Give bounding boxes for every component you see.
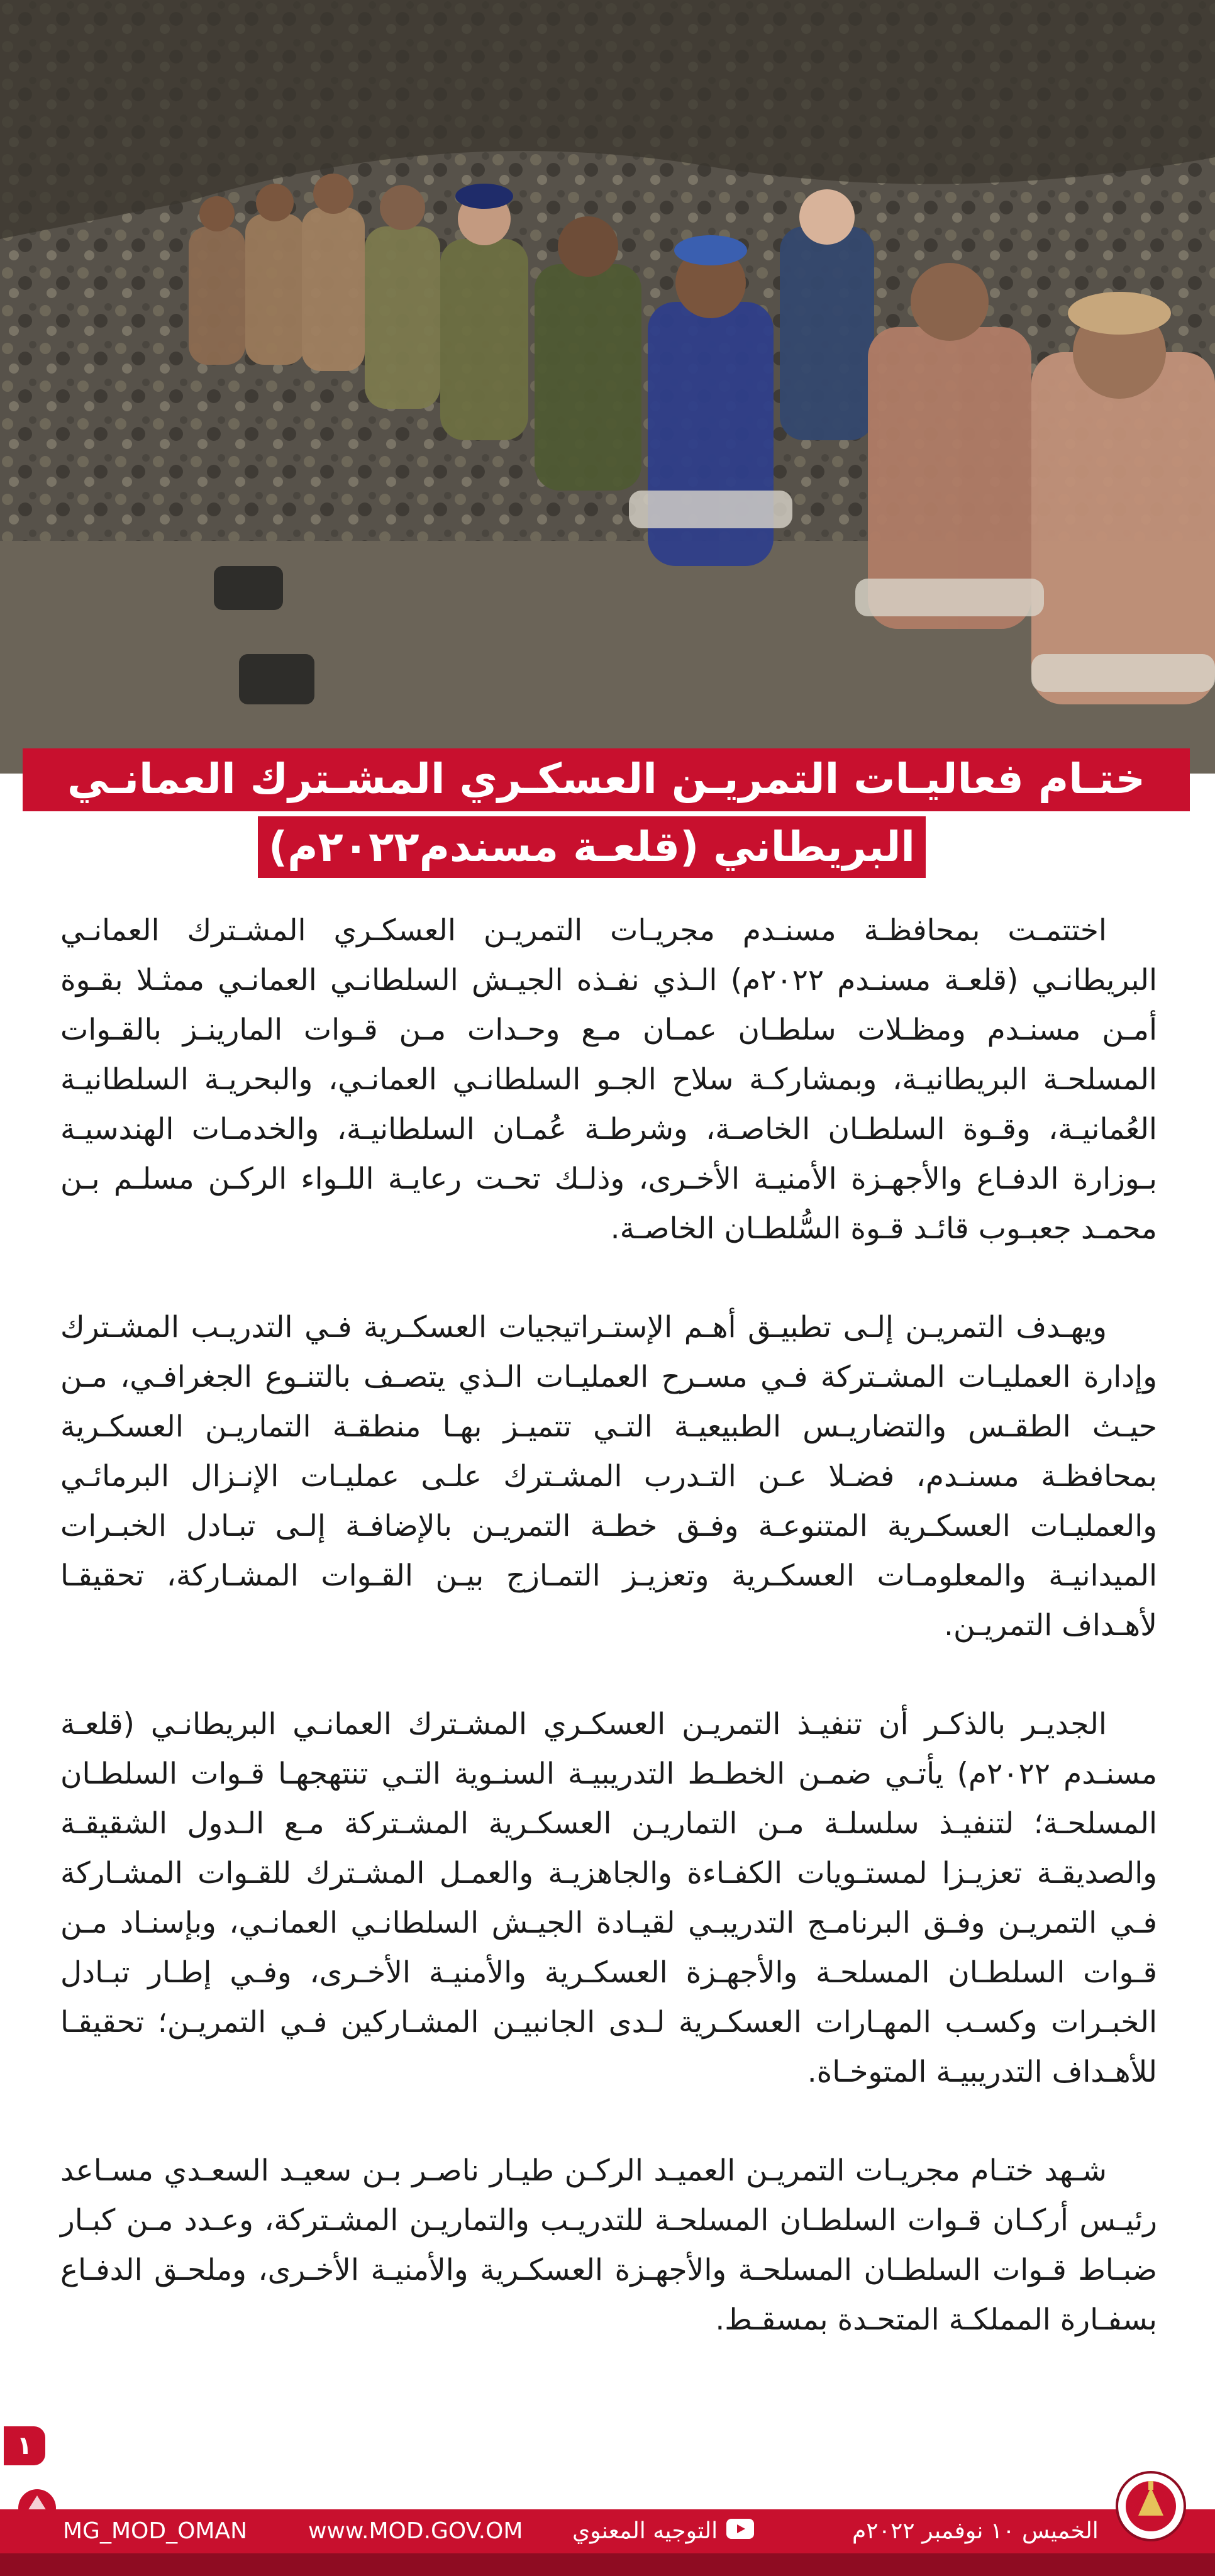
channel-text: التوجيه المعنوي	[572, 2518, 718, 2544]
article-paragraph-3: الجديـر بالذكـر أن تنفيـذ التمريـن العسكـري المشـترك العمانـي البريطانـي (قلعـة مسنـدم ٢٠٢٢م) يأتـي ضمـن الخطـط التدريبيـة السنـوية التـي تنتهجهـا قـوات السلطـان المسلحـة؛ لتنفيـذ سلسلـة مـن التماريـن العسكـرية المشـتركة مـع الـدول الشقيقـة والصديقـة تعزيـزا لمستـويات الكفـاءة والجاهزيـة والعمـل المشـترك للقـوات المشـاركة فـي التمريـن وفـق البرنامـج التدريبـي لقيـادة الجيـش السلطانـي العمانـي، وبإسنـاد مـن قـوات السلطـان المسلحـة والأجهـزة العسكـرية والأمنيـة الأخـرى، وفـي إطـار تبـادل الخبـرات وكسـب المهـارات العسكـرية لـدى الجانبيـن المشـاركين فـي التمريـن؛ تحقيقـا للأهـداف التدريبيـة المتوخـاة.	[60, 1707, 1158, 2089]
social-handle-text: MG_MOD_OMAN	[63, 2518, 248, 2544]
article-paragraph-2: ويهـدف التمريـن إلـى تطبيـق أهـم الإستـراتيجيات العسكـرية فـي التدريـب المشـترك وإدارة العمليـات المشـتركة فـي مسـرح العمليـات الـذي يتصـف بالتنـوع الجغرافـي، مـن حيـث الطقـس والتضاريـس الطبيعيـة التـي تتميـز بهـا منطقـة التماريـن العسكـرية بمحافظـة مسنـدم، فضـلا عـن التـدرب المشـترك علـى عمليـات الإنـزال البرمائـي والعمليـات العسكـرية المتنوعـة وفـق خطـة التمريـن بالإضافـة إلـى تبـادل الخبـرات الميدانيـة والمعلومـات العسكـرية وتعزيـز التمـازج بيـن القـوات المشـاركة، تحقيقـا لأهـداف التمريـن.	[60, 1310, 1157, 1643]
footer-bottom-band	[0, 2553, 1215, 2576]
hero-photo	[0, 0, 1215, 774]
website-link[interactable]	[308, 2509, 523, 2553]
hero-photo-illustration	[0, 0, 1215, 774]
ministry-emblem-icon	[1113, 2462, 1189, 2550]
publish-date: الخميس ١٠ نوفمبر ٢٠٢٢م	[852, 2518, 1099, 2544]
social-handle[interactable]	[63, 2509, 247, 2553]
page-number: ١	[4, 2426, 45, 2465]
headline-line-2: البريطاني (قلعـة مسندم٢٠٢٢م)	[258, 816, 926, 878]
headline-line-1: ختـام فعاليـات التمريـن العسكـري المشـترك العمانـي	[23, 748, 1190, 811]
footer-bar	[0, 2509, 1215, 2553]
youtube-icon	[726, 2510, 754, 2554]
article-paragraph-1: اختتمـت بمحافظـة مسنـدم مجريـات التمريـن العسكـري المشـترك العمانـي البريطانـي (قلعـة مسنـدم ٢٠٢٢م) الـذي نفـذه الجيـش السلطانـي العمانـي ممثـلا بقـوة أمـن مسنـدم ومظـلات سلطـان عمـان مـع وحـدات مـن قـوات المارينـز بالقـوات المسلحـة البريطانيـة، وبمشاركـة سلاح الجـو السلطانـي العمانـي، والبحريـة السلطانيـة العُمانيـة، وقـوة السلطـان الخاصـة، وشرطـة عُمـان السلطانيـة، والخدمـات الهندسيـة بـوزارة الدفـاع والأجهـزة الأمنيـة الأخـرى، وذلـك تحـت رعايـة اللـواء الركـن مسلـم بـن محمـد جعبـوب قائـد قـوة السُّلطـان الخاصـة.	[60, 913, 1157, 1246]
channel-label	[572, 2509, 754, 2553]
article-body	[60, 906, 1157, 2394]
website-text: www.MOD.GOV.OM	[308, 2518, 523, 2544]
article-paragraph-4: شـهد ختـام مجريـات التمريـن العميـد الركـن طيـار ناصـر بـن سعيـد السعـدي مسـاعد رئيـس أركـان قـوات السلطـان المسلحـة للتدريـب والتماريـن المشـتركة، وعـدد مـن كبـار ضبـاط قـوات السلطـان المسلحـة والأجهـزة العسكـرية والأمنيـة الأخـرى، وملحـق الدفـاع بسفـارة المملكـة المتحـدة بمسقـط.	[60, 2153, 1157, 2337]
